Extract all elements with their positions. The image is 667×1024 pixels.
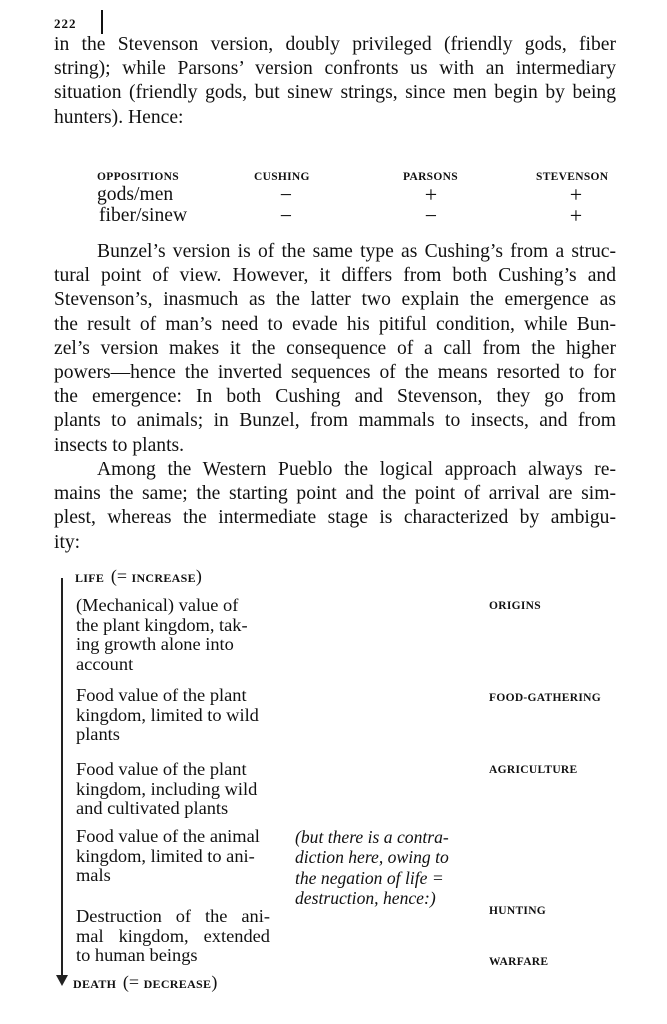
contradiction-note: [295, 827, 449, 909]
text-line: the plant kingdom, tak-: [76, 614, 248, 635]
end-word: DEATH: [73, 977, 117, 991]
cell-cushing: −: [279, 182, 293, 207]
text-line: kingdom, including wild: [76, 778, 258, 799]
cell-parsons: +: [424, 182, 438, 207]
text-line: destruction, hence:): [295, 888, 436, 909]
end-close: ): [211, 972, 218, 992]
stage-label: WARFARE: [489, 956, 549, 968]
text-line: powers—hence the inverted sequences of the means resorted to for: [54, 362, 616, 384]
start-open: (=: [110, 566, 132, 586]
text-line: account: [76, 653, 134, 674]
text-line: Among the Western Pueblo the logical approach always re-: [97, 459, 616, 480]
text-line: kingdom, limited to wild: [76, 704, 259, 725]
text-line: Food value of the animal: [76, 826, 260, 846]
step-text: [76, 760, 272, 819]
column-header-parsons: PARSONS: [403, 171, 458, 183]
text-line: string); while Parsons’ version confronts us with an intermediary: [54, 58, 616, 80]
step-text: [76, 907, 270, 966]
folio-rule: [101, 10, 103, 34]
paragraph-western-pueblo: [54, 458, 616, 555]
text-line: the emergence: In both Cushing and Stevenson, they go from: [54, 386, 616, 408]
paragraph-continuation: [54, 33, 616, 130]
column-header-stevenson: STEVENSON: [536, 171, 609, 183]
end-term: DECREASE: [143, 977, 212, 991]
text-line: and cultivated plants: [76, 798, 229, 819]
text-line: mal kingdom, extended: [76, 925, 270, 946]
paragraph-bunzel: [54, 240, 616, 458]
text-line: the negation of life =: [295, 867, 444, 888]
start-term: INCREASE: [131, 571, 196, 585]
row-label: fiber/sinew: [99, 205, 188, 226]
text-line: mals: [76, 865, 111, 886]
text-line: the result of man’s need to evade his pitiful condition, while Bun-: [54, 313, 616, 335]
column-header-oppositions: OPPOSITIONS: [97, 171, 179, 183]
cell-stevenson: +: [569, 182, 583, 207]
column-header-cushing: CUSHING: [254, 171, 310, 183]
step-text: [76, 686, 272, 745]
text-line: situation (friendly gods, but sinew strings, since men begin by being: [54, 82, 616, 104]
stage-label: AGRICULTURE: [489, 764, 578, 776]
page-number: 222: [54, 16, 77, 31]
text-line: Food value of the plant: [76, 685, 247, 705]
text-line: Stevenson’s, inasmuch as the latter two explain the emergence as: [54, 289, 616, 311]
stage-label: FOOD-GATHERING: [489, 692, 601, 704]
text-line: (Mechanical) value of: [76, 595, 239, 615]
arrow-down-icon: [56, 975, 68, 986]
text-line: (but there is a contra-: [295, 827, 449, 847]
cell-parsons: −: [424, 203, 438, 228]
text-line: kingdom, limited to ani-: [76, 845, 255, 866]
end-label: [73, 972, 217, 993]
text-line: ing growth alone into: [76, 634, 234, 655]
row-label: gods/men: [97, 184, 174, 205]
cell-cushing: −: [279, 203, 293, 228]
text-line: insects to plants.: [54, 434, 185, 456]
text-line: in the Stevenson version, doubly privileged (friendly gods, fiber: [54, 34, 616, 55]
start-label: [75, 566, 202, 587]
text-line: plants to animals; in Bunzel, from mammals to insects, and from: [54, 410, 616, 432]
text-line: plants: [76, 724, 120, 745]
step-text: [76, 596, 272, 674]
text-line: Food value of the plant: [76, 759, 247, 779]
text-line: zel’s version makes it the consequence of a call from the higher: [54, 337, 616, 359]
text-line: to human beings: [76, 945, 198, 966]
stage-label: ORIGINS: [489, 600, 541, 612]
text-line: tural point of view. However, it differs from both Cushing’s and: [54, 265, 616, 287]
text-line: ity:: [54, 531, 81, 553]
start-close: ): [195, 566, 202, 586]
end-open: (=: [122, 972, 144, 992]
cell-stevenson: +: [569, 203, 583, 228]
text-line: mains the same; the starting point and the point of arrival are sim-: [54, 483, 616, 505]
step-text: [76, 827, 272, 886]
arrow-shaft: [61, 578, 63, 980]
start-word: LIFE: [75, 571, 105, 585]
text-line: diction here, owing to: [295, 847, 449, 868]
text-line: Bunzel’s version is of the same type as Cushing’s from a struc-: [97, 241, 616, 262]
text-line: plest, whereas the intermediate stage is characterized by ambigu-: [54, 507, 616, 529]
text-line: hunters). Hence:: [54, 106, 184, 128]
text-line: Destruction of the ani-: [76, 906, 270, 926]
stage-label: HUNTING: [489, 905, 547, 917]
